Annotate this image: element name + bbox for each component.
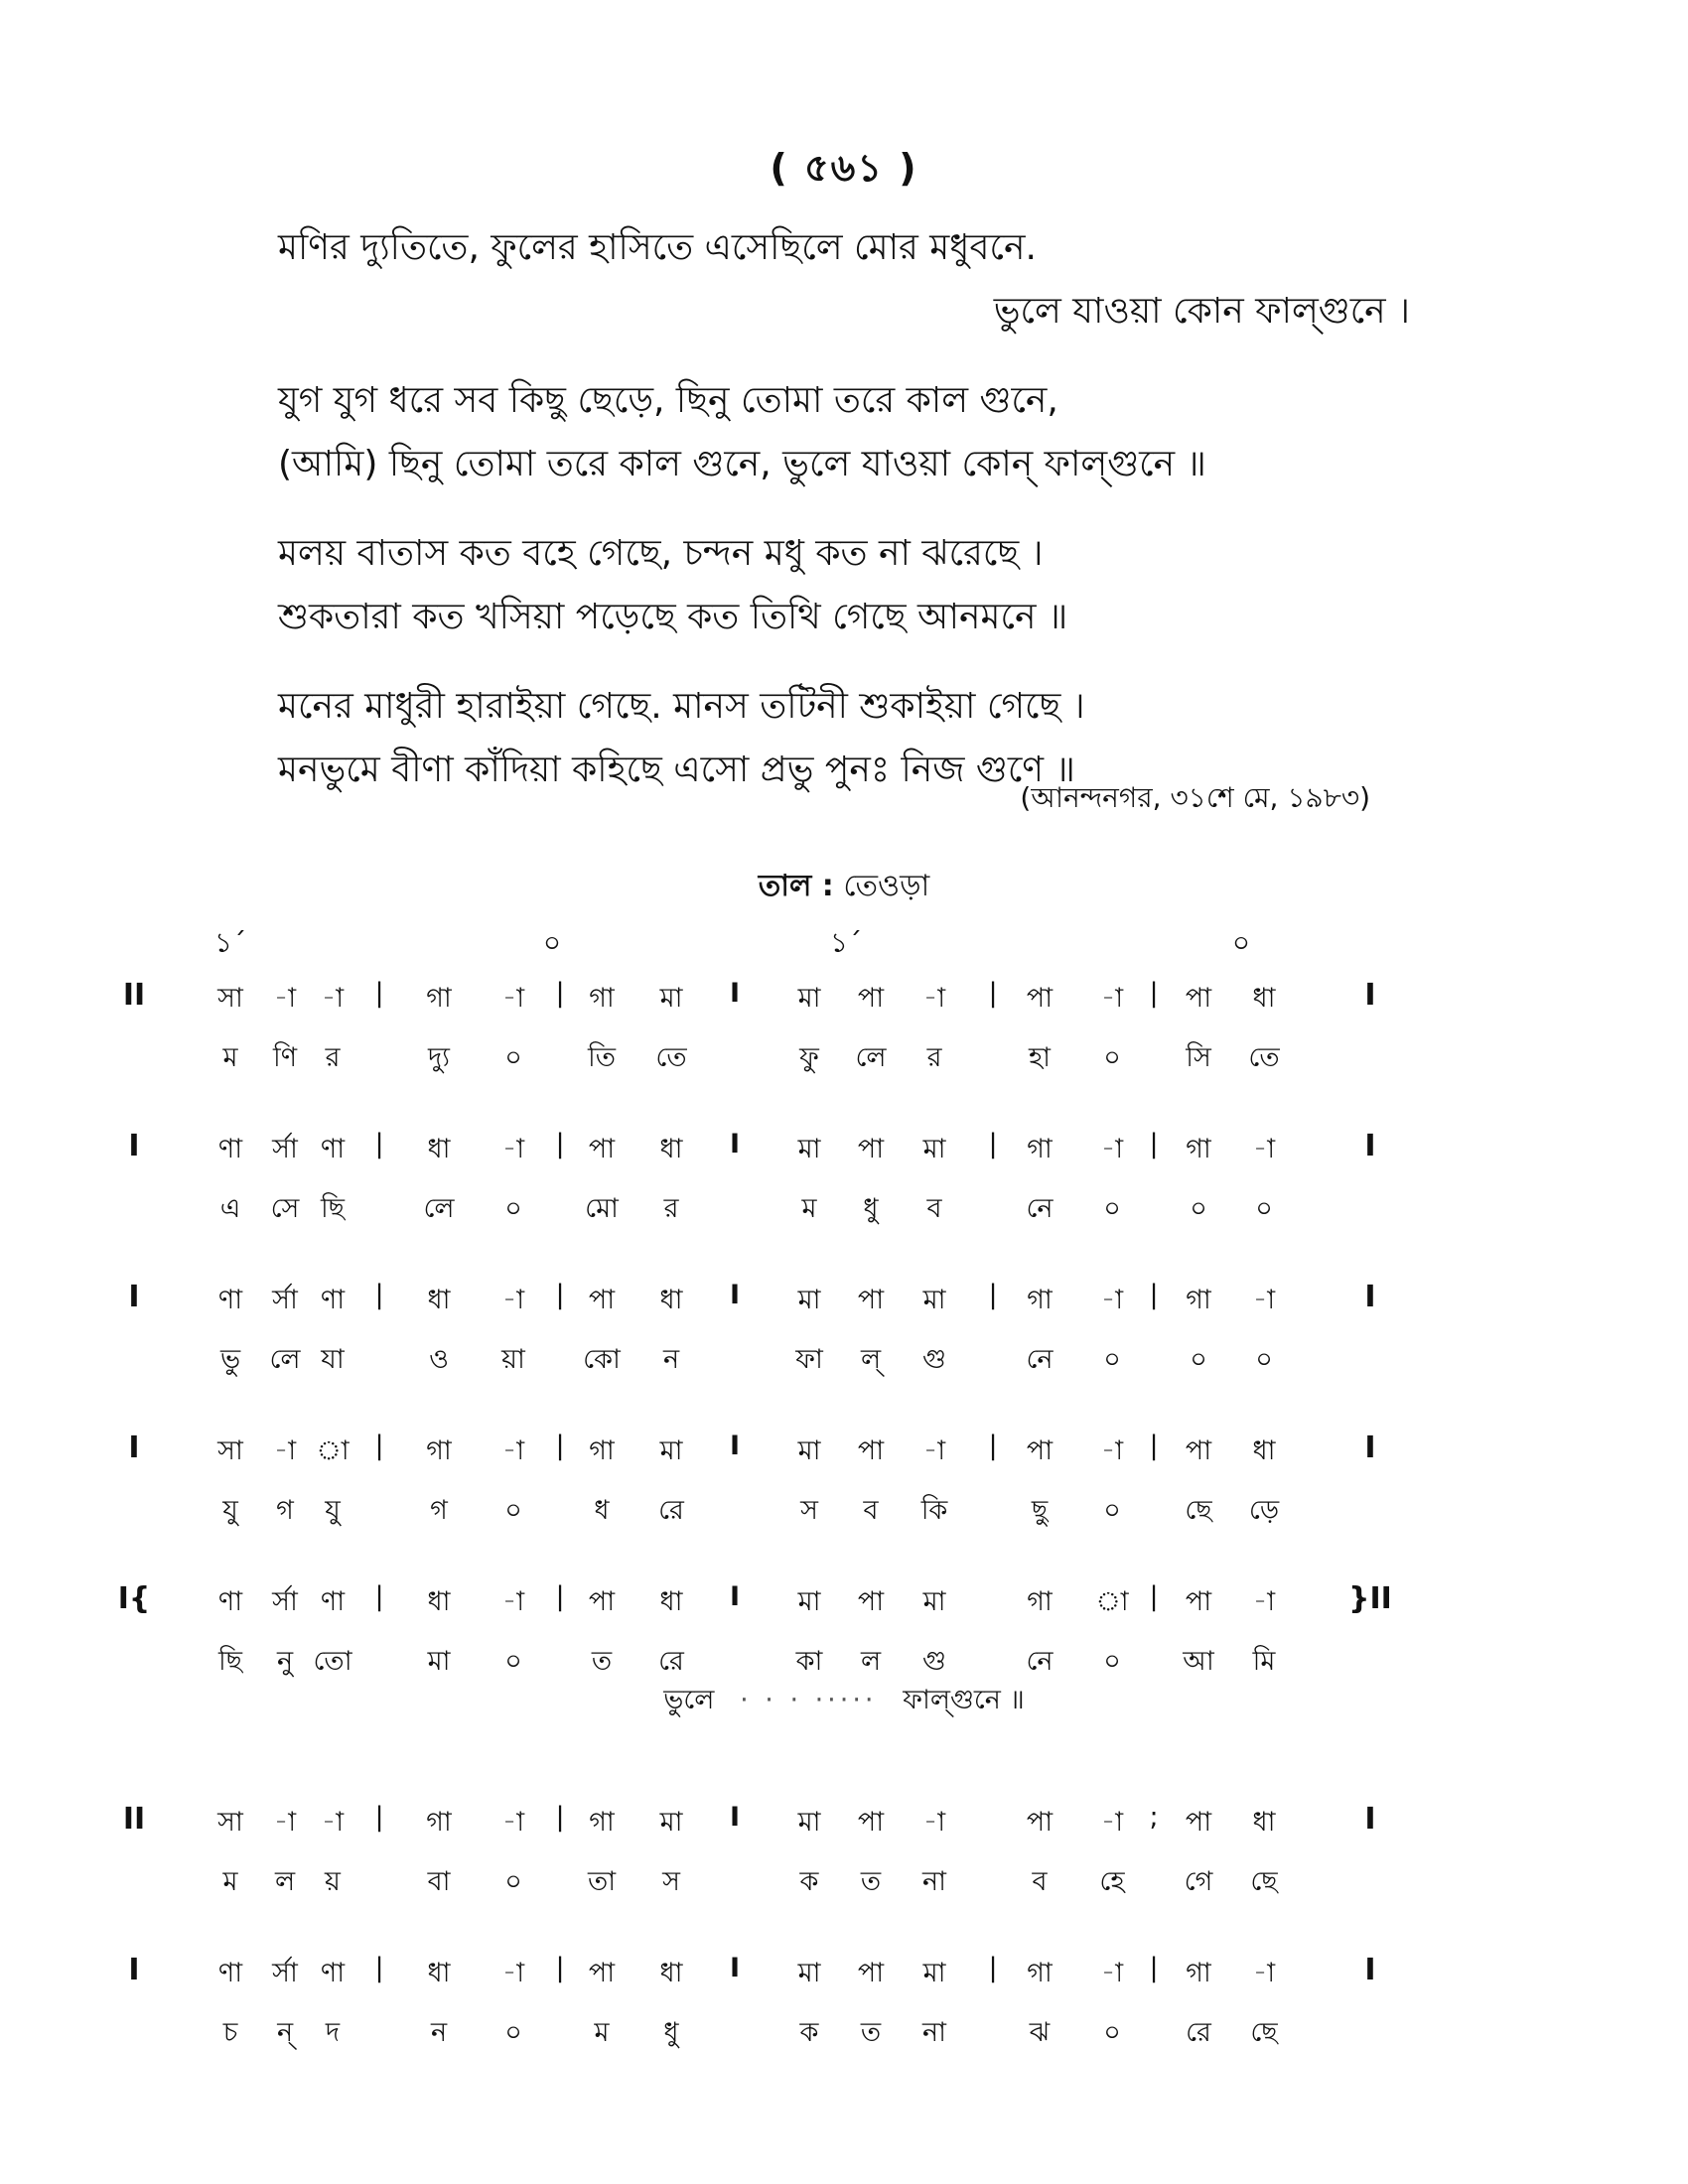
lyric-syllable: ত	[591, 1646, 613, 1677]
swara-note: গা	[1186, 1285, 1211, 1315]
syllable-row	[0, 1339, 1688, 1389]
barline: |	[988, 1280, 998, 1310]
swara-note: -া	[1100, 983, 1124, 1014]
lyric-syllable: ০	[1103, 1344, 1121, 1375]
barline: |	[555, 1581, 565, 1612]
swara-note: মা	[797, 1134, 821, 1164]
song-lyrics	[278, 216, 1410, 828]
swara-note: র্সা	[272, 1958, 298, 1988]
barline: |	[374, 1280, 384, 1310]
swara-row	[0, 1581, 1688, 1631]
barline: |	[374, 1581, 384, 1612]
lyric-syllable: না	[922, 2017, 946, 2048]
swara-note: মা	[922, 1285, 946, 1315]
lyric-syllable: সে	[270, 1193, 300, 1224]
opening-barline: I{	[117, 1581, 151, 1616]
swara-note: -া	[501, 1958, 525, 1988]
swara-note: -া	[501, 1285, 525, 1315]
lyric-syllable: ০	[1190, 1193, 1207, 1224]
lyric-syllable: ০	[1255, 1344, 1273, 1375]
swara-note: -া	[1100, 1134, 1124, 1164]
swara-note: ধা	[1252, 1807, 1276, 1838]
swara-note: পা	[588, 1285, 616, 1315]
swara-note: -া	[922, 1807, 946, 1838]
swara-note: পা	[857, 1807, 885, 1838]
swara-note: গা	[589, 1435, 615, 1466]
swara-note: পা	[1185, 1807, 1212, 1838]
closing-barline: I	[1364, 1802, 1376, 1837]
swara-note: মা	[922, 1134, 946, 1164]
lyric-syllable: কো	[583, 1344, 621, 1375]
swara-row	[0, 1431, 1688, 1480]
syllable-row	[0, 1188, 1688, 1238]
lyric-syllable: চ	[222, 2017, 238, 2048]
stanza	[278, 216, 1410, 343]
barline: ;	[1149, 1802, 1159, 1833]
swara-note: মা	[797, 1435, 821, 1466]
swara-note: ধা	[1252, 1435, 1276, 1466]
opening-barline: I	[128, 1129, 140, 1163]
barline: I	[729, 1802, 741, 1833]
swara-note: ণা	[320, 1134, 346, 1164]
swara-note: -া	[273, 983, 297, 1014]
lyric-syllable: মো	[585, 1193, 619, 1224]
swara-note: পা	[1185, 1586, 1212, 1617]
swara-note: ণা	[217, 1285, 243, 1315]
swara-note: -া	[1252, 1586, 1276, 1617]
lyric-syllable: ০	[1190, 1344, 1207, 1375]
lyric-syllable: ছু	[1031, 1495, 1049, 1526]
swara-note: মা	[659, 1435, 683, 1466]
lyric-line: (আমি) ছিনু তোমা তরে কাল গুনে, ভুলে যাওয়া কোন্ ফাল্গুনে ॥	[278, 444, 1206, 484]
lyric-syllable: ল	[274, 1866, 296, 1897]
lyric-syllable: ক	[799, 2017, 819, 2048]
lyric-syllable: ০	[1255, 1193, 1273, 1224]
barline: |	[988, 1129, 998, 1160]
refrain-dots: · · · ·····	[740, 1685, 878, 1715]
swara-note: সা	[217, 1435, 243, 1466]
lyric-syllable: ক	[799, 1866, 819, 1897]
barline: I	[729, 1129, 741, 1160]
lyric-syllable: যু	[325, 1495, 341, 1526]
swara-note: গা	[589, 983, 615, 1014]
swara-note: মা	[797, 983, 821, 1014]
notation-block	[0, 1431, 1688, 1581]
barline: |	[374, 1802, 384, 1833]
swara-note: -া	[273, 1807, 297, 1838]
lyric-line: মণির দ্যুতিতে, ফুলের হাসিতে এসেছিলে মোর মধুবনে.	[278, 227, 1037, 268]
swara-note: গা	[589, 1807, 615, 1838]
closing-barline: I	[1364, 1129, 1376, 1163]
lyric-syllable: ০	[1103, 1042, 1121, 1073]
refrain-line	[0, 1680, 1688, 1724]
lyric-syllable: ০	[1103, 2017, 1121, 2048]
swara-note: -া	[501, 1435, 525, 1466]
closing-barline: I	[1364, 1431, 1376, 1465]
notation-block	[0, 978, 1688, 1129]
lyric-syllable: তা	[587, 1866, 617, 1897]
lyric-syllable: তো	[313, 1646, 352, 1677]
barline: |	[555, 1129, 565, 1160]
notation-block	[0, 1953, 1688, 2104]
lyric-syllable: নে	[1026, 1646, 1054, 1677]
swara-note: -া	[1100, 1435, 1124, 1466]
lyric-syllable: ০	[504, 1646, 522, 1677]
lyric-syllable: ০	[504, 1866, 522, 1897]
swara-note: পা	[588, 1586, 616, 1617]
lyric-syllable: ম	[222, 1042, 238, 1073]
lyric-syllable: নু	[276, 1646, 294, 1677]
lyric-syllable: ০	[1103, 1193, 1121, 1224]
beat-marker: ০	[542, 926, 562, 959]
swara-note: -া	[1252, 1134, 1276, 1164]
swara-note: মা	[659, 1807, 683, 1838]
swara-note: মা	[797, 1285, 821, 1315]
swara-note: পা	[588, 1134, 616, 1164]
syllable-row	[0, 1861, 1688, 1911]
lyric-syllable: ত	[860, 1866, 882, 1897]
lyric-syllable: সি	[1186, 1042, 1211, 1073]
closing-barline: I	[1364, 978, 1376, 1013]
notation-block	[0, 1280, 1688, 1431]
lyric-syllable: ০	[504, 1042, 522, 1073]
lyric-syllable: ফু	[799, 1042, 819, 1073]
swara-note: -া	[501, 983, 525, 1014]
lyric-syllable: র	[663, 1193, 679, 1224]
lyric-syllable: লে	[855, 1042, 887, 1073]
swara-note: মা	[922, 1958, 946, 1988]
syllable-row	[0, 2012, 1688, 2062]
swara-note: ণা	[217, 1134, 243, 1164]
barline: |	[555, 978, 565, 1009]
opening-barline: II	[122, 978, 146, 1013]
swara-note: া	[1095, 1586, 1129, 1617]
lyric-syllable: লে	[423, 1193, 455, 1224]
swara-note: -া	[1252, 1958, 1276, 1988]
closing-barline: I	[1364, 1280, 1376, 1314]
swara-note: গা	[426, 1807, 452, 1838]
lyric-syllable: ছে	[1250, 2017, 1278, 2048]
stanza	[278, 522, 1410, 649]
lyric-syllable: গ	[430, 1495, 448, 1526]
swara-row	[0, 978, 1688, 1027]
tala-label: তাল :	[758, 869, 834, 903]
lyric-syllable: ০	[504, 1193, 522, 1224]
lyric-syllable: ছি	[320, 1193, 346, 1224]
lyric-syllable: গু	[922, 1344, 946, 1375]
swara-note: -া	[1100, 1958, 1124, 1988]
swara-note: -া	[922, 983, 946, 1014]
lyric-syllable: গ	[276, 1495, 294, 1526]
tala-name: তেওড়া	[843, 869, 930, 903]
swara-note: -া	[321, 983, 345, 1014]
swara-row	[0, 1802, 1688, 1851]
swara-note: গা	[1027, 1134, 1053, 1164]
lyric-syllable: ড়ে	[1248, 1495, 1280, 1526]
stanza	[278, 369, 1410, 496]
barline: |	[1149, 1431, 1159, 1461]
lyric-line: মনের মাধুরী হারাইয়া গেছে. মানস তটিনী শুকাইয়া গেছে ।	[278, 686, 1085, 727]
barline: |	[988, 1953, 998, 1983]
lyric-syllable: ছে	[1185, 1495, 1212, 1526]
lyric-syllable: ০	[1103, 1646, 1121, 1677]
closing-barline: }II	[1348, 1581, 1392, 1616]
lyric-syllable: ব	[863, 1495, 879, 1526]
lyric-syllable: ম	[594, 2017, 610, 2048]
barline: |	[374, 1431, 384, 1461]
swara-note: ণা	[217, 1958, 243, 1988]
swara-note: র্সা	[272, 1134, 298, 1164]
lyric-syllable: ল	[860, 1646, 882, 1677]
swara-note: ধা	[659, 1134, 683, 1164]
swara-note: -া	[501, 1807, 525, 1838]
swara-note: পা	[857, 1958, 885, 1988]
lyric-syllable: তি	[588, 1042, 616, 1073]
lyric-syllable: ধু	[663, 2017, 679, 2048]
syllable-row	[0, 1037, 1688, 1087]
swara-note: ধা	[427, 1958, 451, 1988]
swara-note: গা	[1027, 1586, 1053, 1617]
lyric-syllable: মা	[427, 1646, 451, 1677]
lyric-syllable: স	[662, 1866, 680, 1897]
barline: I	[729, 978, 741, 1009]
lyric-syllable: ধু	[863, 1193, 879, 1224]
swara-note: -া	[321, 1807, 345, 1838]
swara-note: পা	[857, 1586, 885, 1617]
lyric-syllable: মি	[1252, 1646, 1276, 1677]
barline: |	[555, 1802, 565, 1833]
lyric-syllable: ভু	[219, 1344, 241, 1375]
lyric-syllable: যু	[222, 1495, 238, 1526]
page-number: ( ৫৬১ )	[770, 146, 918, 190]
lyric-syllable: ০	[1103, 1495, 1121, 1526]
swara-note: পা	[857, 983, 885, 1014]
barline: |	[374, 978, 384, 1009]
swara-note: গা	[1027, 1958, 1053, 1988]
barline: |	[1149, 1129, 1159, 1160]
barline: I	[729, 1431, 741, 1461]
swara-note: মা	[797, 1807, 821, 1838]
swara-note: মা	[797, 1958, 821, 1988]
beat-marker: ১´	[829, 926, 863, 959]
opening-barline: I	[128, 1953, 140, 1987]
lyric-syllable: ব	[1032, 1866, 1048, 1897]
notation-block	[0, 1129, 1688, 1280]
opening-barline: I	[128, 1280, 140, 1314]
swara-note: মা	[922, 1586, 946, 1617]
lyric-syllable: নে	[1026, 1344, 1054, 1375]
lyric-syllable: ম	[801, 1193, 817, 1224]
swara-note: ধা	[659, 1958, 683, 1988]
refrain-end: ফাল্গুনে ॥	[903, 1685, 1025, 1715]
barline: I	[729, 1581, 741, 1612]
lyric-syllable: য়া	[501, 1344, 525, 1375]
swara-note: সা	[217, 1807, 243, 1838]
swara-note: া	[316, 1435, 350, 1466]
beat-marker: ০	[1231, 926, 1251, 959]
lyric-syllable: গে	[1184, 1866, 1213, 1897]
swara-note: মা	[797, 1586, 821, 1617]
swara-note: ধা	[427, 1285, 451, 1315]
swara-note: ণা	[320, 1586, 346, 1617]
lyric-syllable: ছি	[217, 1646, 243, 1677]
refrain-start: ভুলে	[663, 1685, 715, 1715]
swara-note: র্সা	[272, 1285, 298, 1315]
tala-heading	[0, 862, 1688, 912]
swara-note: -া	[1100, 1807, 1124, 1838]
barline: |	[988, 1431, 998, 1461]
swara-note: -া	[1100, 1285, 1124, 1315]
lyric-syllable: ০	[504, 1495, 522, 1526]
swara-note: ধা	[427, 1134, 451, 1164]
lyric-syllable: ত	[860, 2017, 882, 2048]
swara-note: পা	[857, 1435, 885, 1466]
notation-blocks	[0, 978, 1688, 2104]
lyric-line: শুকতারা কত খসিয়া পড়েছে কত তিথি গেছে আনমনে ॥	[278, 597, 1068, 637]
swara-row	[0, 1280, 1688, 1329]
lyric-line: মলয় বাতাস কত বহে গেছে, চন্দন মধু কত না ঝরেছে ।	[278, 533, 1044, 574]
closing-barline: I	[1364, 1953, 1376, 1987]
swara-note: -া	[1252, 1285, 1276, 1315]
lyric-syllable: ন্	[276, 2017, 294, 2048]
barline: I	[729, 1280, 741, 1310]
swara-note: পা	[857, 1285, 885, 1315]
lyric-syllable: র	[325, 1042, 341, 1073]
swara-note: ধা	[1252, 983, 1276, 1014]
swara-note: -া	[501, 1586, 525, 1617]
swara-note: ণা	[320, 1958, 346, 1988]
signature: (আনন্দনগর, ৩১শে মে, ১৯৮৩)	[1020, 781, 1370, 814]
lyric-syllable: নে	[1026, 1193, 1054, 1224]
swara-note: পা	[1026, 1435, 1054, 1466]
lyric-syllable: বা	[427, 1866, 451, 1897]
swara-note: পা	[1026, 983, 1054, 1014]
opening-barline: I	[128, 1431, 140, 1465]
swara-note: গা	[1027, 1285, 1053, 1315]
lyric-syllable: দ্যু	[427, 1042, 451, 1073]
lyric-syllable: ব	[926, 1193, 942, 1224]
lyric-syllable: হে	[1099, 1866, 1125, 1897]
lyric-syllable: ন	[430, 2017, 448, 2048]
lyric-line: মনভুমে বীণা কাঁদিয়া কহিছে এসো প্রভু পুনঃ নিজ গুণে ॥	[278, 750, 1075, 790]
notation-block	[0, 1802, 1688, 1953]
swara-note: পা	[588, 1958, 616, 1988]
lyric-syllable: ন	[662, 1344, 680, 1375]
swara-note: পা	[1185, 983, 1212, 1014]
swara-note: গা	[426, 983, 452, 1014]
lyric-syllable: তে	[655, 1042, 687, 1073]
barline: |	[374, 1129, 384, 1160]
lyric-syllable: লে	[269, 1344, 301, 1375]
lyric-syllable: ধ	[594, 1495, 610, 1526]
lyric-syllable: আ	[1183, 1646, 1214, 1677]
lyric-syllable: স	[800, 1495, 818, 1526]
swara-note: র্সা	[272, 1586, 298, 1617]
lyric-syllable: ফা	[795, 1344, 823, 1375]
lyric-syllable: কি	[920, 1495, 948, 1526]
barline: |	[1149, 1280, 1159, 1310]
barline: |	[1149, 1953, 1159, 1983]
swara-note: পা	[1026, 1807, 1054, 1838]
swara-note: সা	[217, 983, 243, 1014]
swara-note: গা	[426, 1435, 452, 1466]
barline: |	[1149, 978, 1159, 1009]
swara-note: মা	[659, 983, 683, 1014]
lyric-syllable: ম	[222, 1866, 238, 1897]
swara-note: পা	[857, 1134, 885, 1164]
swara-note: পা	[1185, 1435, 1212, 1466]
lyric-line: যুগ যুগ ধরে সব কিছু ছেড়ে, ছিনু তোমা তরে কাল গুনে,	[278, 380, 1058, 421]
lyric-syllable: তে	[1248, 1042, 1280, 1073]
barline: |	[555, 1280, 565, 1310]
barline: |	[1149, 1581, 1159, 1612]
lyric-line: ভুলে যাওয়া কোন ফাল্গুনে ।	[993, 291, 1410, 332]
lyric-syllable: ল্	[860, 1344, 882, 1375]
swara-note: ণা	[217, 1586, 243, 1617]
lyric-syllable: ঝ	[1029, 2017, 1051, 2048]
swara-note: ণা	[320, 1285, 346, 1315]
barline: |	[988, 978, 998, 1009]
opening-barline: II	[122, 1802, 146, 1837]
lyric-syllable: দ	[325, 2017, 341, 2048]
beat-marker: ১´	[213, 926, 247, 959]
swara-note: গা	[1186, 1958, 1211, 1988]
lyric-syllable: গু	[922, 1646, 946, 1677]
lyric-syllable: যা	[321, 1344, 345, 1375]
lyric-syllable: য়	[325, 1866, 341, 1897]
lyric-syllable: ছে	[1250, 1866, 1278, 1897]
lyric-syllable: ও	[429, 1344, 449, 1375]
lyric-syllable: রে	[658, 1646, 684, 1677]
beat-markers	[0, 921, 1688, 961]
swara-note: -া	[273, 1435, 297, 1466]
lyric-syllable: রে	[1186, 2017, 1211, 2048]
barline: I	[729, 1953, 741, 1983]
lyric-syllable: রে	[658, 1495, 684, 1526]
lyric-syllable: ০	[504, 2017, 522, 2048]
lyric-syllable: র	[926, 1042, 942, 1073]
lyric-syllable: ণি	[272, 1042, 298, 1073]
swara-note: গা	[1186, 1134, 1211, 1164]
swara-row	[0, 1129, 1688, 1178]
lyric-syllable: না	[922, 1866, 946, 1897]
swara-note: ধা	[659, 1586, 683, 1617]
lyric-syllable: কা	[795, 1646, 823, 1677]
swara-note: -া	[501, 1134, 525, 1164]
barline: |	[555, 1431, 565, 1461]
lyric-syllable: এ	[219, 1193, 241, 1224]
barline: |	[374, 1953, 384, 1983]
swara-note: ধা	[659, 1285, 683, 1315]
swara-note: -া	[922, 1435, 946, 1466]
barline: |	[555, 1953, 565, 1983]
syllable-row	[0, 1490, 1688, 1540]
swara-note: ধা	[427, 1586, 451, 1617]
swara-row	[0, 1953, 1688, 2002]
lyric-syllable: হা	[1028, 1042, 1052, 1073]
